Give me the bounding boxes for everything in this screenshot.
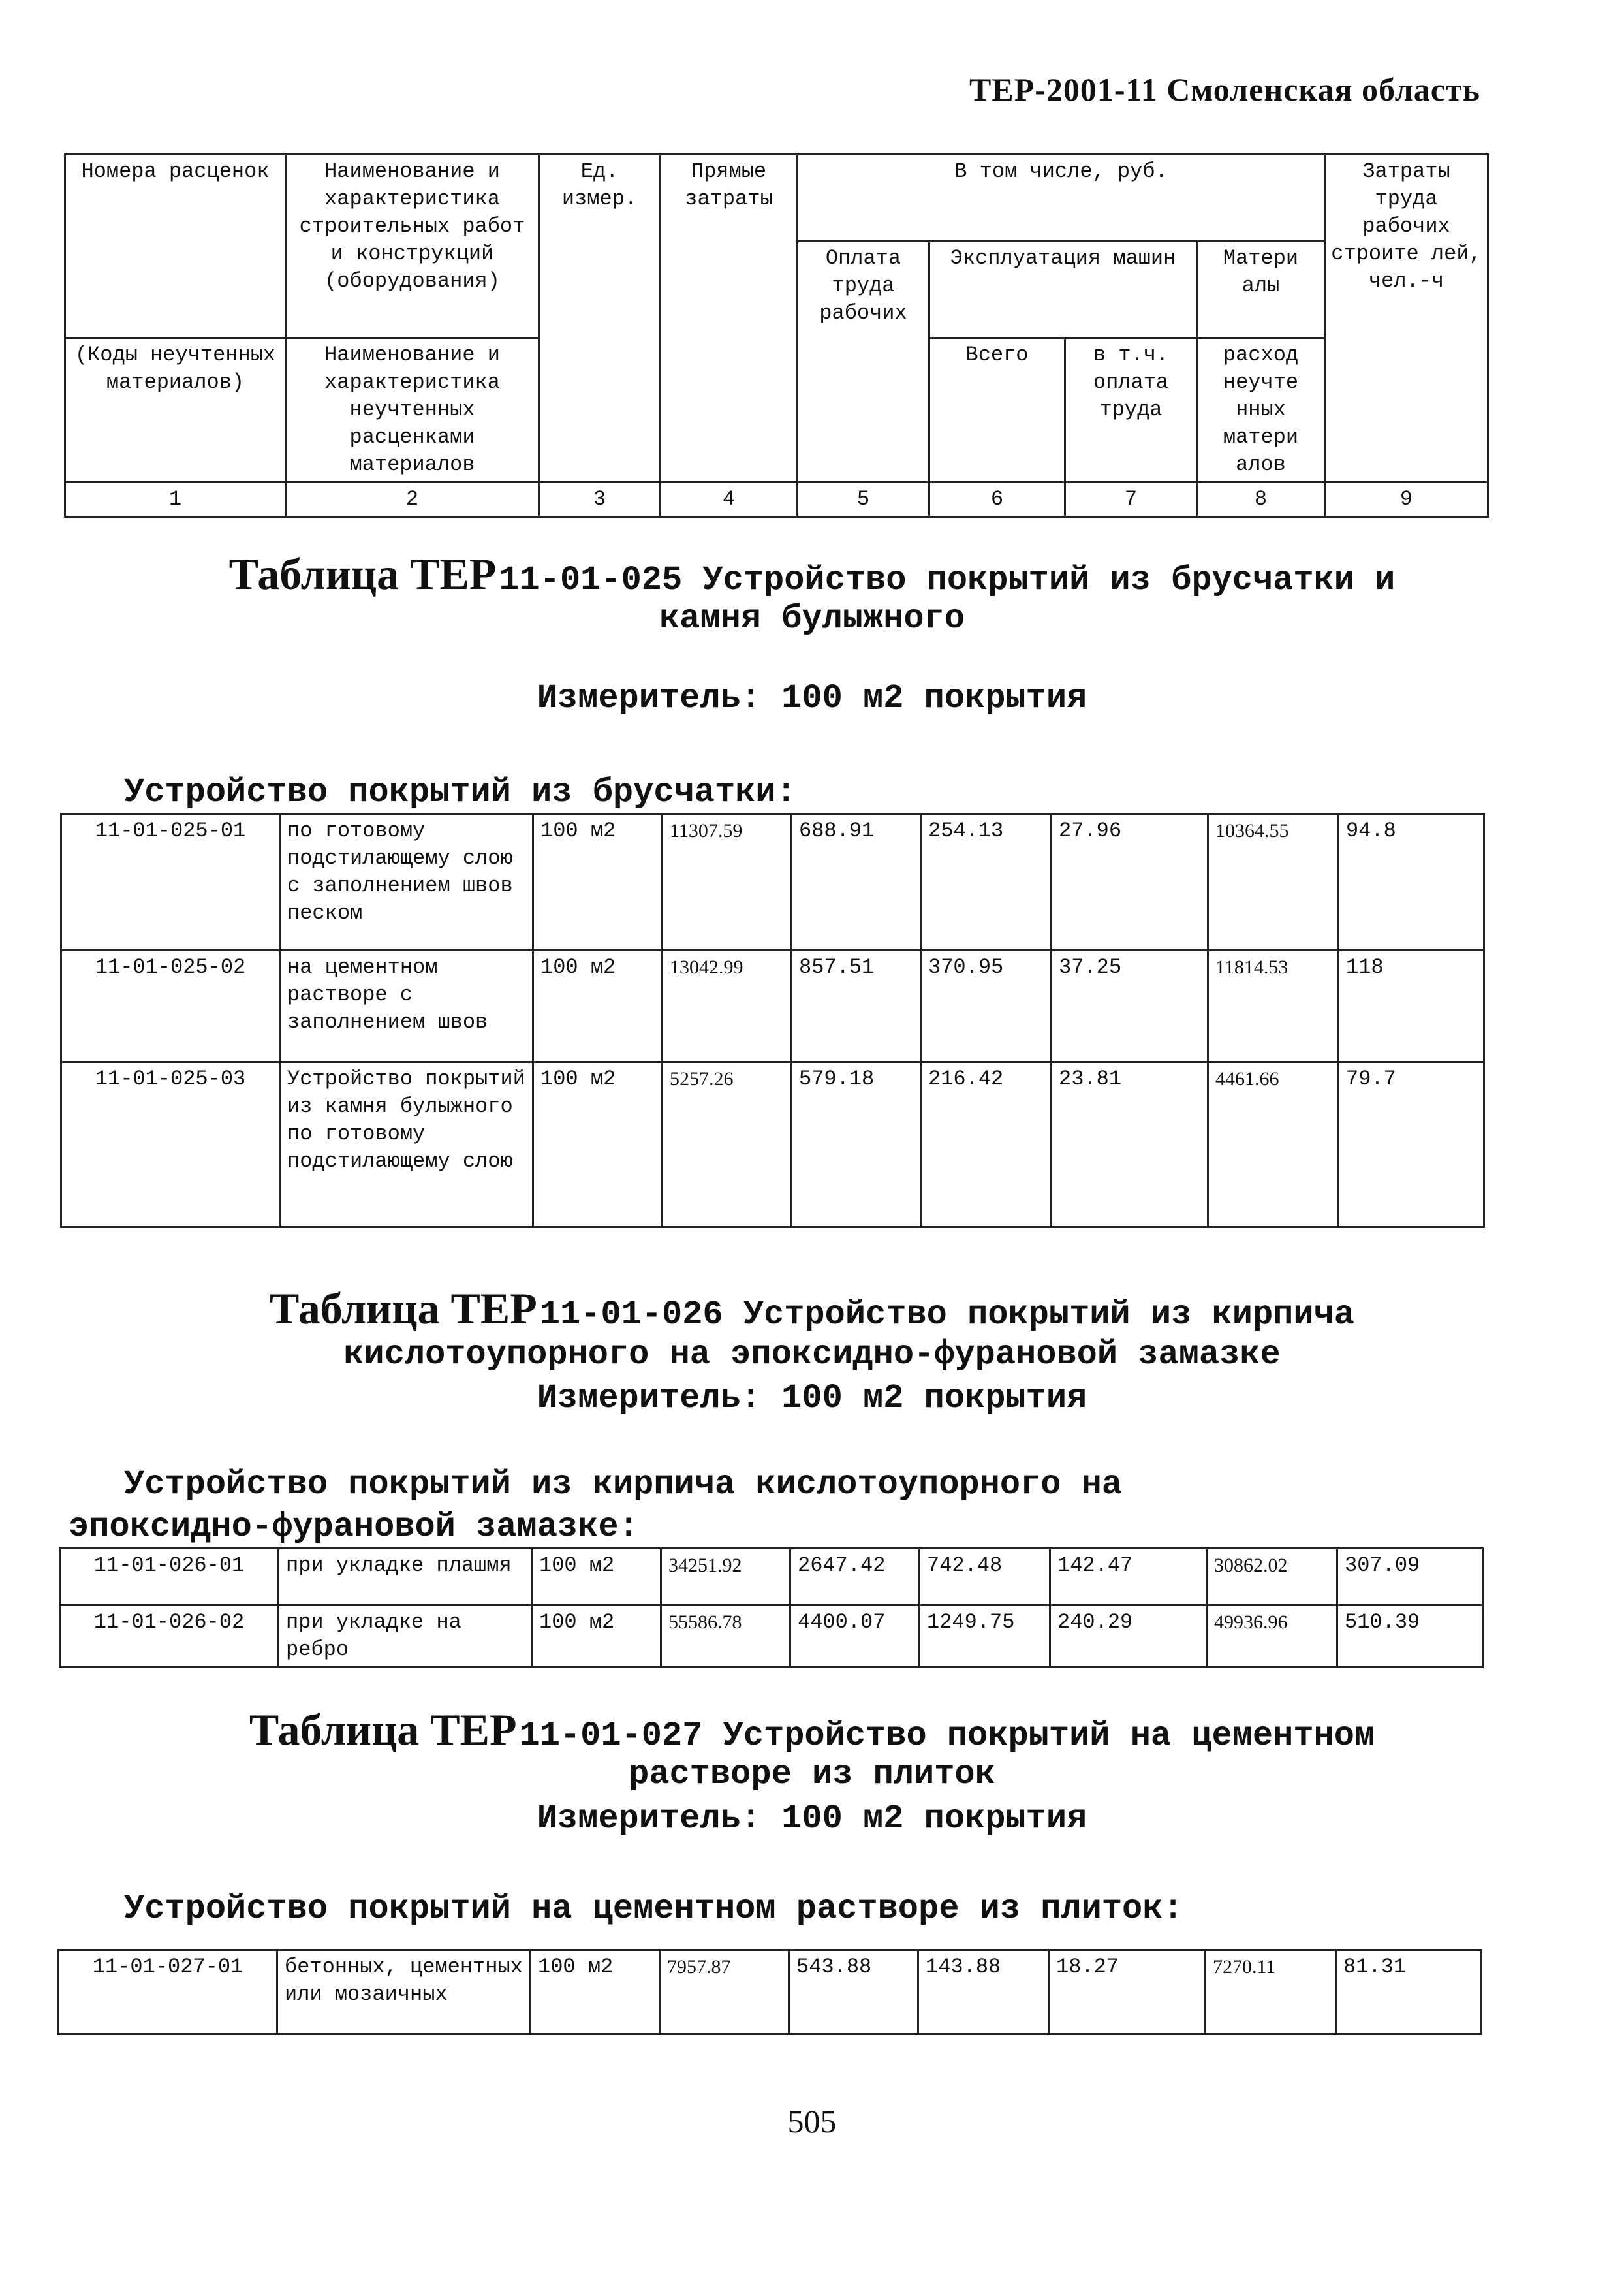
row-name: Устройство покрытий из камня булыжного по готовому подстилающему слою xyxy=(280,1062,533,1227)
col-number: 6 xyxy=(929,482,1065,517)
row-code: 11-01-026-01 xyxy=(60,1549,279,1605)
row-direct: 11307.59 xyxy=(663,814,792,951)
table3-title-line2: растворе из плиток xyxy=(629,1755,995,1794)
row-hours: 118 xyxy=(1339,951,1484,1062)
table3-title-prefix: Таблица ТЕР xyxy=(249,1705,517,1754)
row-hours: 510.39 xyxy=(1337,1605,1483,1668)
row-unit: 100 м2 xyxy=(532,1549,661,1605)
row-labor: 4400.07 xyxy=(790,1605,920,1668)
page-number: 505 xyxy=(787,2103,837,2140)
table-row xyxy=(61,814,1484,951)
row-name: бетонных, цементных или мозаичных xyxy=(277,1950,531,2034)
row-direct: 7957.87 xyxy=(660,1950,789,2034)
row-unit: 100 м2 xyxy=(531,1950,660,2034)
row-unit: 100 м2 xyxy=(532,1605,661,1668)
table-row xyxy=(60,1605,1483,1668)
table2-title-prefix: Таблица ТЕР xyxy=(270,1284,537,1333)
table-row xyxy=(61,951,1484,1062)
table2-title-2 xyxy=(0,1335,1624,1374)
header-name-sub: Наименование и характеристика неучтенных расценками материалов xyxy=(286,338,539,482)
row-hours: 79.7 xyxy=(1339,1062,1484,1227)
header-machines: Эксплуатация машин xyxy=(929,242,1197,338)
header-unit: Ед. измер. xyxy=(539,155,661,482)
table1-data xyxy=(60,813,1485,1228)
row-unit: 100 м2 xyxy=(533,951,663,1062)
row-direct: 13042.99 xyxy=(663,951,792,1062)
row-unit: 100 м2 xyxy=(533,814,663,951)
row-direct: 5257.26 xyxy=(663,1062,792,1227)
row-labor: 579.18 xyxy=(792,1062,921,1227)
row-machines: 742.48 xyxy=(920,1549,1050,1605)
row-materials: 11814.53 xyxy=(1208,951,1339,1062)
col-number: 4 xyxy=(661,482,798,517)
table3-measure: Измеритель: 100 м2 покрытия xyxy=(537,1799,1087,1838)
header-machines-labor: в т.ч. оплата труда xyxy=(1065,338,1197,482)
row-machines: 1249.75 xyxy=(920,1605,1050,1668)
row-name: при укладке на ребро xyxy=(279,1605,532,1668)
row-labor: 857.51 xyxy=(792,951,921,1062)
table1-title-prefix: Таблица ТЕР xyxy=(228,549,497,599)
row-machines: 143.88 xyxy=(918,1950,1049,2034)
col-number: 7 xyxy=(1065,482,1197,517)
header-codes: Номера расценок xyxy=(65,155,286,338)
col-number: 1 xyxy=(65,482,286,517)
table-row xyxy=(59,1950,1482,2034)
table2-title-line1: 11-01-026 Устройство покрытий из кирпича xyxy=(539,1295,1354,1334)
header-name: Наименование и характеристика строительных работ и конструкций (оборудования) xyxy=(286,155,539,338)
row-machines-labor: 37.25 xyxy=(1052,951,1208,1062)
table1-title-line2: камня булыжного xyxy=(659,599,965,638)
row-code: 11-01-025-01 xyxy=(61,814,280,951)
table3-title xyxy=(0,1704,1624,1756)
row-machines: 216.42 xyxy=(921,1062,1052,1227)
table1-title-2 xyxy=(0,599,1624,638)
table-row xyxy=(61,1062,1484,1227)
row-machines-labor: 142.47 xyxy=(1050,1549,1207,1605)
row-machines: 254.13 xyxy=(921,814,1052,951)
header-labor-cost: Затраты труда рабочих строите лей, чел.-ч xyxy=(1325,155,1488,482)
row-machines: 370.95 xyxy=(921,951,1052,1062)
table3-data xyxy=(57,1949,1482,2035)
row-name: по готовому подстилающему слою с заполнением швов песком xyxy=(280,814,533,951)
row-unit: 100 м2 xyxy=(533,1062,663,1227)
row-hours: 81.31 xyxy=(1336,1950,1482,2034)
row-materials: 4461.66 xyxy=(1208,1062,1339,1227)
row-machines-labor: 23.81 xyxy=(1052,1062,1208,1227)
row-code: 11-01-027-01 xyxy=(59,1950,277,2034)
header-codes-sub: (Коды неучтенных материалов) xyxy=(65,338,286,482)
row-labor: 2647.42 xyxy=(790,1549,920,1605)
table2-title-line2: кислотоупорного на эпоксидно-фурановой замазке xyxy=(343,1335,1281,1374)
running-header: ТЕР-2001-11 Смоленская область xyxy=(969,71,1480,108)
row-machines-labor: 27.96 xyxy=(1052,814,1208,951)
col-number: 9 xyxy=(1325,482,1488,517)
row-materials: 7270.11 xyxy=(1206,1950,1336,2034)
table2-title xyxy=(0,1283,1624,1335)
row-hours: 307.09 xyxy=(1337,1549,1483,1605)
row-hours: 94.8 xyxy=(1339,814,1484,951)
header-including: В том числе, руб. xyxy=(798,155,1325,242)
row-code: 11-01-026-02 xyxy=(60,1605,279,1668)
row-direct: 34251.92 xyxy=(661,1549,790,1605)
row-name: при укладке плашмя xyxy=(279,1549,532,1605)
col-number: 8 xyxy=(1197,482,1325,517)
row-machines-labor: 18.27 xyxy=(1049,1950,1206,2034)
col-number: 5 xyxy=(798,482,929,517)
col-number: 3 xyxy=(539,482,661,517)
table1-title-line1: 11-01-025 Устройство покрытий из брусчатки и xyxy=(499,561,1396,599)
header-materials: Матери алы xyxy=(1197,242,1325,338)
row-materials: 30862.02 xyxy=(1207,1549,1337,1605)
row-materials: 49936.96 xyxy=(1207,1605,1337,1668)
row-labor: 688.91 xyxy=(792,814,921,951)
table1-title xyxy=(0,548,1624,600)
table3-section: Устройство покрытий на цементном растворе из плиток: xyxy=(124,1890,1183,1928)
column-header-table xyxy=(64,153,1489,518)
table3-title-2 xyxy=(0,1755,1624,1794)
header-machines-total: Всего xyxy=(929,338,1065,482)
table2-data xyxy=(59,1547,1484,1668)
row-code: 11-01-025-03 xyxy=(61,1062,280,1227)
row-machines-labor: 240.29 xyxy=(1050,1605,1207,1668)
header-direct: Прямые затраты xyxy=(661,155,798,482)
table1-section: Устройство покрытий из брусчатки: xyxy=(124,773,796,812)
row-name: на цементном растворе с заполнением швов xyxy=(280,951,533,1062)
row-labor: 543.88 xyxy=(789,1950,918,2034)
table-row xyxy=(60,1549,1483,1605)
table2-section-2: эпоксидно-фурановой замазке: xyxy=(69,1508,639,1546)
row-materials: 10364.55 xyxy=(1208,814,1339,951)
header-materials-sub: расход неучте нных матери алов xyxy=(1197,338,1325,482)
row-direct: 55586.78 xyxy=(661,1605,790,1668)
table2-section-1: Устройство покрытий из кирпича кислотоупорного на xyxy=(124,1465,1123,1504)
col-number: 2 xyxy=(286,482,539,517)
table3-title-line1: 11-01-027 Устройство покрытий на цементном xyxy=(519,1716,1375,1755)
table1-measure: Измеритель: 100 м2 покрытия xyxy=(537,679,1087,718)
row-code: 11-01-025-02 xyxy=(61,951,280,1062)
table2-measure: Измеритель: 100 м2 покрытия xyxy=(537,1379,1087,1417)
header-labor-pay: Оплата труда рабочих xyxy=(798,242,929,482)
